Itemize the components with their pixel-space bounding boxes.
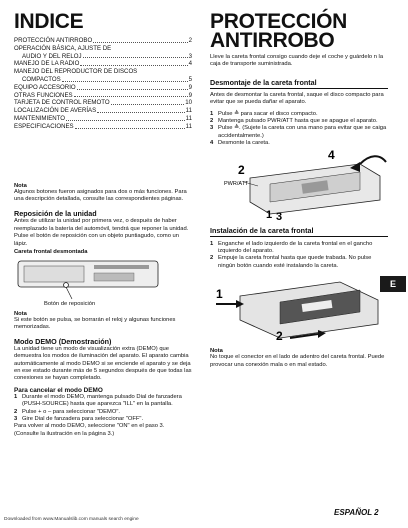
cancel-step (14, 416, 192, 423)
table-of-contents (14, 37, 192, 131)
antitheft-title-line1: PROTECCIÓN (210, 10, 348, 33)
detach-step (210, 111, 388, 118)
toc-item-label: ESPECIFICACIONES (14, 122, 74, 130)
page-footer: ESPAÑOL 2 (334, 508, 379, 517)
toc-item-page: 11 (185, 122, 192, 130)
toc-leader (80, 60, 187, 66)
step-number: 3 (210, 125, 214, 132)
detach-illustration (210, 150, 388, 222)
toc-leader (62, 76, 188, 82)
step-text: Durante el modo DEMO, mantenga pulsado Dial de fanzadera (PUSH-SOURCE) hasta que aparezca "ILL" en la pantalla. (22, 393, 182, 408)
install-step (210, 255, 388, 270)
step-number: 1 (210, 240, 214, 247)
step-number: 2 (210, 118, 214, 125)
right-note-section (210, 348, 388, 369)
toc-item-label: MANEJO DE LA RADIO (14, 60, 80, 68)
toc-leader (74, 92, 188, 98)
toc-leader (93, 37, 187, 43)
toc-item-label: AUDIO Y DEL RELOJ (22, 52, 82, 60)
step-text: Empuje la careta frontal hasta que quede trabada. No pulse ningún botón cuando esté instalando la careta. (218, 255, 372, 269)
note-text: Algunos botones fueron asignados para dos o más funciones. Para una descripción detallada, consulte las correspondientes páginas. (14, 188, 187, 202)
cancel-steps (14, 394, 192, 424)
step-number: 2 (14, 408, 18, 415)
install-callout-2: 2 (276, 329, 283, 343)
toc-item (14, 107, 192, 115)
toc-item (14, 37, 192, 45)
toc-item-label: LOCALIZACIÓN DE AVERÍAS (14, 107, 97, 115)
toc-item-page: 9 (188, 91, 192, 99)
toc-leader (75, 123, 185, 129)
demo-section (14, 337, 192, 438)
toc-item (14, 76, 192, 84)
detach-heading: Desmontaje de la careta frontal (210, 78, 388, 89)
install-steps (210, 241, 388, 271)
note2-heading: Nota (14, 311, 27, 317)
install-callout-1: 1 (216, 287, 223, 302)
step-number: 3 (14, 416, 18, 423)
demo-heading: Modo DEMO (Demostración) (14, 336, 112, 346)
toc-item-label: EQUIPO ACCESORIO (14, 83, 76, 91)
right-note-text: No toque el conector en el lado de adentro del careta frontal. Puede provocar una conexión mala o en mal estado. (210, 354, 385, 368)
toc-item-page: 9 (188, 83, 192, 91)
step-number: 1 (14, 393, 18, 400)
detach-text: Antes de desmontar la careta frontal, saque el disco compacto para evitar que se pueda dañar el aparato. (210, 91, 384, 106)
toc-leader (83, 53, 188, 59)
toc-item-page: 2 (188, 37, 192, 44)
install-step (210, 241, 388, 256)
toc-item (14, 45, 192, 53)
install-heading: Instalación de la careta frontal (210, 226, 388, 237)
toc-leader (77, 84, 188, 90)
reset-button-label: Botón de reposición (44, 301, 96, 307)
step-text: Pulse ≜ para sacar el disco compacto. (218, 110, 318, 117)
note2-section (14, 311, 192, 332)
pwr-att-label: PWR/ATT (224, 180, 249, 187)
step-text: Enganche el lado izquierdo de la careta frontal en el gancho izquierdo del aparato. (218, 240, 373, 255)
intro-text: Lleve la careta frontal consigo cuando deje el coche y guárdelo n la caja de transporte suministrada. (210, 54, 384, 68)
reset-section (14, 209, 192, 307)
step-text: Pulse ≜. (Sujete la careta con una mano para evitar que se caiga accidentalmente.) (218, 125, 387, 139)
callout-4: 4 (328, 149, 335, 162)
toc-leader (111, 99, 185, 105)
toc-item (14, 99, 192, 107)
antitheft-title-line2: ANTIRROBO (210, 29, 335, 52)
left-column (14, 12, 192, 438)
note-section (14, 183, 192, 204)
reset-button-icon (64, 283, 69, 288)
reset-text: Antes de utilizar la unidad por primera vez, o después de haber reemplazado la batería del automóvil, tendrá que reponer la unidad. Pulse el botón de reposición con un objeto puntiagudo, como un lápiz. (14, 218, 189, 247)
reset-heading: Reposición de la unidad (14, 209, 97, 219)
toc-item-page: 5 (188, 75, 192, 83)
detach-steps (210, 111, 388, 148)
right-note-heading: Nota (210, 348, 223, 355)
toc-item-label: MANTENIMIENTO (14, 114, 66, 122)
callout-2: 2 (238, 162, 245, 177)
step-text: Mantenga pulsado PWR/ATT hasta que se apague el aparato. (218, 118, 378, 125)
step-text: Pulse + o – para seleccionar "DEMO". (22, 408, 121, 415)
toc-item (14, 92, 192, 100)
toc-leader (97, 107, 184, 113)
demo-text: La unidad tiene un modo de visualización extra (DEMO) que demuestra los modos de iluminación del aparato. El aparato cambia automáticamente al modo DEMO si se enciende el aparato y se deja en ese estado durante más de 5 segundos después de que todas las conexiones se hayan completado. (14, 345, 192, 382)
reset-illustration (14, 255, 192, 307)
toc-item-label: TARJETA DE CONTROL REMOTO (14, 99, 110, 107)
step-number: 4 (210, 140, 214, 147)
index-title: INDICE (14, 10, 84, 33)
note-heading: Nota (14, 182, 27, 189)
step-text: Gire Dial de fanzadera para seleccionar "OFF". (22, 416, 144, 423)
cancel-step (14, 394, 192, 409)
detach-step (210, 125, 388, 140)
toc-item (14, 123, 192, 131)
return-text: Para volver al modo DEMO, seleccione "ON" en el paso 3. (14, 423, 165, 430)
toc-item-page: 10 (185, 99, 192, 107)
cancel-step (14, 409, 192, 416)
see-illustration-text: (Consulte la ilustración en la página 3.) (14, 430, 115, 437)
toc-item-page: 11 (185, 107, 192, 115)
install-illustration (210, 276, 388, 342)
toc-item-label: OPERACIÓN BÁSICA, AJUSTE DE (14, 44, 112, 52)
toc-item (14, 84, 192, 92)
toc-leader (66, 115, 185, 121)
toc-item-page: 3 (188, 52, 192, 60)
step-text: Desmonte la careta. (218, 140, 270, 147)
footer-source: Downloaded from www.Manualslib.com manuals search engine (4, 517, 139, 522)
toc-item-page: 11 (185, 114, 192, 122)
right-column (210, 12, 388, 369)
step-number: 1 (210, 110, 214, 117)
detach-step (210, 140, 388, 147)
cancel-heading: Para cancelar el modo DEMO (14, 386, 103, 394)
toc-item-label: OTRAS FUNCIONES (14, 91, 73, 99)
language-tab: E (380, 276, 406, 292)
detached-label: Careta frontal desmontada (14, 249, 88, 255)
toc-item-label: COMPACTOS (22, 75, 61, 83)
step-number: 2 (210, 255, 214, 262)
callout-3: 3 (276, 210, 283, 222)
callout-1: 1 (266, 208, 273, 221)
toc-item (14, 60, 192, 68)
note2-text: Si este botón se pulsa, se borrarán el reloj y algunas funciones memorizadas. (14, 317, 176, 331)
toc-item-label: MANEJO DEL REPRODUCTOR DE DISCOS (14, 68, 138, 76)
toc-item (14, 53, 192, 61)
toc-item-page: 4 (188, 60, 192, 68)
toc-item (14, 115, 192, 123)
toc-item (14, 68, 192, 76)
toc-item-label: PROTECCIÓN ANTIRROBO (14, 37, 93, 44)
